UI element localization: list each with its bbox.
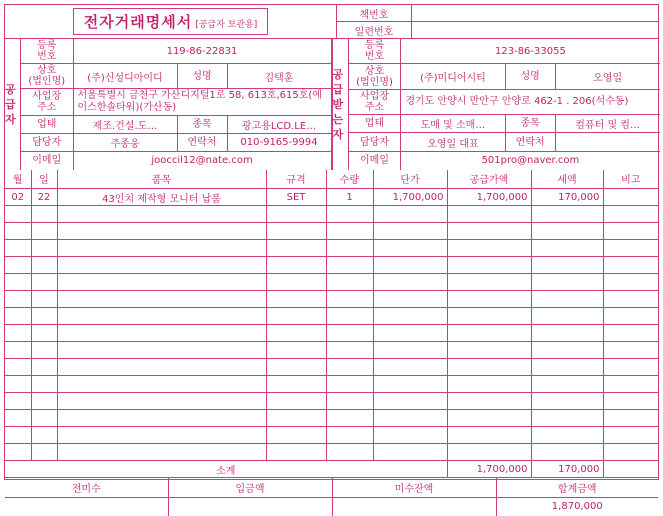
cell-empty[interactable] (326, 308, 373, 325)
cell-empty[interactable] (57, 342, 266, 359)
cell-empty[interactable] (531, 206, 603, 223)
cell-empty[interactable] (603, 325, 658, 342)
cell-empty[interactable] (447, 427, 531, 444)
balance-label: 미수잔액 (332, 478, 496, 497)
buyer-reg-label-l2: 번호 (364, 51, 385, 63)
cell-empty[interactable] (31, 444, 57, 461)
cell-day[interactable]: 22 (31, 189, 57, 206)
buyer-email-row (349, 151, 660, 169)
cell-empty[interactable] (531, 274, 603, 291)
supplier-item-label: 종목 (177, 116, 227, 134)
supplier-ceo-value[interactable]: 김택훈 (227, 64, 331, 89)
cell-empty[interactable] (5, 308, 31, 325)
supplier-biztype-label: 업태 (21, 116, 73, 134)
cell-empty[interactable] (31, 325, 57, 342)
cell-empty[interactable] (326, 257, 373, 274)
supplier-reg-label-l1: 등록 (37, 40, 57, 51)
cell-qty[interactable]: 1 (326, 189, 373, 206)
items-header-row (5, 170, 658, 189)
cell-empty[interactable] (373, 291, 447, 308)
table-row[interactable] (5, 359, 658, 376)
cell-empty[interactable] (603, 376, 658, 393)
cell-empty[interactable] (5, 427, 31, 444)
cell-empty[interactable] (531, 427, 603, 444)
table-row[interactable] (5, 444, 658, 461)
cell-empty[interactable] (531, 393, 603, 410)
buyer-item-value[interactable]: 컴퓨터 및 컴… (555, 115, 659, 133)
supplier-email-row (21, 152, 331, 170)
cell-empty[interactable] (447, 410, 531, 427)
cell-empty[interactable] (266, 223, 326, 240)
cell-empty[interactable] (447, 223, 531, 240)
cell-empty[interactable] (447, 359, 531, 376)
cell-empty[interactable] (57, 257, 266, 274)
cell-empty[interactable] (603, 427, 658, 444)
cell-supply[interactable]: 1,700,000 (447, 189, 531, 206)
col-day: 일 (31, 170, 57, 189)
page-title: 전자거래명세서 (83, 13, 193, 31)
supplier-reg-row (21, 39, 331, 64)
supplier-address-label (21, 89, 73, 116)
cell-price[interactable]: 1,700,000 (373, 189, 447, 206)
table-row[interactable] (5, 342, 658, 359)
parties-section (5, 39, 658, 170)
supplier-address-value[interactable]: 서울특별시 금천구 가산디지털1로 58, 613호,615호(에이스한솔타워)(가산동) (73, 89, 331, 116)
table-row[interactable] (5, 376, 658, 393)
table-row[interactable] (5, 291, 658, 308)
title-cell (5, 5, 337, 39)
buyer-block (333, 39, 660, 170)
table-row[interactable] (5, 257, 658, 274)
cell-empty[interactable] (531, 257, 603, 274)
buyer-reg-label-l1: 등록 (364, 40, 385, 52)
footer-label-row (5, 478, 658, 497)
cell-empty[interactable] (5, 274, 31, 291)
cell-empty[interactable] (531, 223, 603, 240)
cell-empty[interactable] (326, 240, 373, 257)
cell-empty[interactable] (447, 308, 531, 325)
buyer-address-label (349, 89, 401, 114)
cell-empty[interactable] (57, 410, 266, 427)
cell-empty[interactable] (5, 410, 31, 427)
cell-empty[interactable] (5, 325, 31, 342)
cell-empty[interactable] (31, 274, 57, 291)
prev-balance-value[interactable] (5, 497, 168, 516)
supplier-company-label-l2: (법인명) (28, 76, 66, 87)
book-number-label: 책번호 (337, 5, 412, 22)
supplier-table (21, 39, 332, 170)
buyer-biztype-value[interactable]: 도매 및 소매… (401, 115, 505, 133)
cell-empty[interactable] (31, 359, 57, 376)
cell-empty[interactable] (326, 359, 373, 376)
deposit-value[interactable] (168, 497, 332, 516)
cell-empty[interactable] (326, 342, 373, 359)
cell-empty[interactable] (373, 223, 447, 240)
buyer-contact-label: 연락처 (505, 133, 555, 151)
cell-empty[interactable] (531, 291, 603, 308)
col-note: 비고 (603, 170, 658, 189)
document-numbers (337, 5, 658, 39)
buyer-charge-value[interactable]: 오영일 대표 (401, 133, 505, 151)
cell-empty[interactable] (266, 291, 326, 308)
buyer-contact-row (349, 133, 660, 151)
cell-empty[interactable] (531, 410, 603, 427)
cell-empty[interactable] (266, 393, 326, 410)
buyer-biztype-label: 업태 (349, 115, 401, 133)
cell-empty[interactable] (31, 410, 57, 427)
supplier-email-value[interactable]: jooccil12@nate.com (73, 152, 331, 170)
cell-empty[interactable] (447, 240, 531, 257)
cell-empty[interactable] (531, 444, 603, 461)
cell-empty[interactable] (5, 240, 31, 257)
cell-empty[interactable] (57, 291, 266, 308)
cell-empty[interactable] (266, 206, 326, 223)
supplier-side-label: 공 급 자 (5, 39, 21, 170)
cell-empty[interactable] (531, 240, 603, 257)
cell-empty[interactable] (603, 240, 658, 257)
cell-empty[interactable] (326, 427, 373, 444)
cell-empty[interactable] (57, 325, 266, 342)
supplier-contact-label: 연락처 (177, 134, 227, 152)
subtotal-note (603, 461, 658, 478)
cell-empty[interactable] (266, 308, 326, 325)
cell-empty[interactable] (57, 359, 266, 376)
col-spec: 규격 (266, 170, 326, 189)
cell-empty[interactable] (326, 325, 373, 342)
cell-empty[interactable] (603, 359, 658, 376)
subtotal-supply: 1,700,000 (447, 461, 531, 478)
cell-empty[interactable] (5, 376, 31, 393)
page-subtitle: [공급자 보관용] (195, 20, 258, 30)
cell-empty[interactable] (5, 444, 31, 461)
supplier-reg-value[interactable]: 119-86-22831 (73, 39, 331, 64)
cell-empty[interactable] (326, 410, 373, 427)
table-row[interactable] (5, 410, 658, 427)
supplier-email-label: 이메일 (21, 152, 73, 170)
table-row[interactable] (5, 223, 658, 240)
col-qty: 수량 (326, 170, 373, 189)
cell-empty[interactable] (326, 393, 373, 410)
cell-empty[interactable] (57, 444, 266, 461)
cell-empty[interactable] (447, 291, 531, 308)
cell-empty[interactable] (603, 410, 658, 427)
cell-empty[interactable] (531, 359, 603, 376)
buyer-ceo-label: 성명 (505, 64, 555, 89)
cell-empty[interactable] (266, 342, 326, 359)
cell-empty[interactable] (31, 427, 57, 444)
total-label: 합계금액 (496, 478, 658, 497)
cell-empty[interactable] (31, 308, 57, 325)
supplier-company-label (21, 64, 73, 89)
buyer-table (349, 39, 660, 170)
cell-empty[interactable] (31, 206, 57, 223)
buyer-reg-label (349, 39, 401, 64)
cell-empty[interactable] (447, 342, 531, 359)
table-row[interactable] (5, 393, 658, 410)
cell-empty[interactable] (603, 444, 658, 461)
supplier-biztype-value[interactable]: 제조.건설.도… (73, 116, 177, 134)
buyer-company-label (349, 64, 401, 89)
cell-empty[interactable] (373, 206, 447, 223)
cell-empty[interactable] (57, 308, 266, 325)
supplier-company-label-l1: 상호 (37, 65, 57, 76)
buyer-contact-value[interactable] (555, 133, 659, 151)
buyer-company-row (349, 64, 660, 89)
buyer-ceo-value[interactable]: 오영일 (555, 64, 659, 89)
cell-empty[interactable] (531, 342, 603, 359)
cell-empty[interactable] (373, 393, 447, 410)
cell-empty[interactable] (5, 342, 31, 359)
cell-empty[interactable] (373, 308, 447, 325)
cell-empty[interactable] (373, 240, 447, 257)
buyer-email-value[interactable]: 501pro@naver.com (481, 155, 580, 167)
cell-empty[interactable] (603, 274, 658, 291)
cell-empty[interactable] (57, 240, 266, 257)
buyer-company-label-l1: 상호 (364, 65, 385, 77)
cell-empty[interactable] (531, 325, 603, 342)
buyer-company-value[interactable]: (주)미디어시티 (401, 64, 505, 89)
cell-empty[interactable] (447, 325, 531, 342)
cell-empty[interactable] (603, 308, 658, 325)
cell-empty[interactable] (266, 240, 326, 257)
buyer-company-label-l2: (법인명) (356, 76, 393, 88)
supplier-company-value[interactable]: (주)신성디아이디 (73, 64, 177, 89)
cell-empty[interactable] (31, 291, 57, 308)
col-name: 품목 (57, 170, 266, 189)
cell-month[interactable]: 02 (5, 189, 31, 206)
cell-empty[interactable] (57, 274, 266, 291)
buyer-reg-row (349, 39, 660, 64)
cell-empty[interactable] (266, 410, 326, 427)
table-row[interactable] (5, 189, 658, 206)
subtotal-row (5, 461, 658, 478)
cell-empty[interactable] (5, 393, 31, 410)
prev-balance-label: 전미수 (5, 478, 168, 497)
serial-number-label: 일련번호 (337, 22, 412, 39)
cell-empty[interactable] (326, 376, 373, 393)
supplier-reg-label (21, 39, 73, 64)
table-row[interactable] (5, 206, 658, 223)
cell-empty[interactable] (57, 376, 266, 393)
cell-empty[interactable] (373, 427, 447, 444)
cell-empty[interactable] (373, 342, 447, 359)
buyer-side-label: 공 급 받 는 자 (333, 39, 349, 170)
supplier-bizinfo-row (21, 116, 331, 134)
cell-empty[interactable] (603, 257, 658, 274)
supplier-item-value[interactable]: 광고용LCD.LE… (227, 116, 331, 134)
supplier-company-row (21, 64, 331, 89)
cell-empty[interactable] (57, 393, 266, 410)
cell-note[interactable] (603, 189, 658, 206)
cell-empty[interactable] (603, 393, 658, 410)
cell-empty[interactable] (5, 291, 31, 308)
cell-empty[interactable] (373, 325, 447, 342)
cell-empty[interactable] (31, 223, 57, 240)
cell-empty[interactable] (31, 342, 57, 359)
buyer-bizinfo-row (349, 115, 660, 133)
cell-empty[interactable] (57, 206, 266, 223)
cell-empty[interactable] (603, 223, 658, 240)
cell-empty[interactable] (326, 206, 373, 223)
cell-empty[interactable] (266, 359, 326, 376)
items-table (5, 170, 658, 479)
subtotal-label: 소계 (5, 461, 447, 478)
cell-empty[interactable] (447, 376, 531, 393)
col-supply: 공급가액 (447, 170, 531, 189)
serial-number-value[interactable] (412, 22, 658, 39)
cell-empty[interactable] (31, 393, 57, 410)
book-number-value[interactable] (412, 5, 658, 22)
subtotal-tax: 170,000 (531, 461, 603, 478)
cell-tax[interactable]: 170,000 (531, 189, 603, 206)
col-month: 월 (5, 170, 31, 189)
cell-empty[interactable] (266, 274, 326, 291)
cell-empty[interactable] (5, 257, 31, 274)
cell-empty[interactable] (266, 325, 326, 342)
cell-empty[interactable] (373, 274, 447, 291)
cell-empty[interactable] (447, 444, 531, 461)
cell-empty[interactable] (266, 427, 326, 444)
cell-empty[interactable] (57, 427, 266, 444)
cell-empty[interactable] (447, 393, 531, 410)
table-row[interactable] (5, 240, 658, 257)
table-row[interactable] (5, 274, 658, 291)
cell-empty[interactable] (5, 359, 31, 376)
buyer-address-value[interactable]: 경기도 안양시 만안구 안양로 462-1 . 206(석수동) (401, 89, 660, 114)
cell-name[interactable]: 43인치 제작형 모니터 납품 (57, 189, 266, 206)
total-value: 1,870,000 (551, 501, 603, 513)
book-number-row (337, 5, 658, 22)
cell-empty[interactable] (266, 444, 326, 461)
cell-empty[interactable] (326, 291, 373, 308)
balance-value[interactable] (332, 497, 496, 516)
cell-empty[interactable] (373, 444, 447, 461)
supplier-reg-label-l2: 번호 (37, 51, 57, 62)
supplier-ceo-label: 성명 (177, 64, 227, 89)
cell-empty[interactable] (447, 206, 531, 223)
cell-empty[interactable] (373, 257, 447, 274)
cell-empty[interactable] (373, 376, 447, 393)
buyer-email-label: 이메일 (349, 151, 401, 169)
document-header (5, 5, 658, 39)
cell-empty[interactable] (5, 223, 31, 240)
table-row[interactable] (5, 427, 658, 444)
cell-empty[interactable] (5, 206, 31, 223)
cell-empty[interactable] (373, 359, 447, 376)
supplier-charge-value[interactable]: 주종웅 (73, 134, 177, 152)
buyer-charge-label: 담당자 (349, 133, 401, 151)
cell-empty[interactable] (531, 376, 603, 393)
buyer-address-row (349, 89, 660, 114)
supplier-address-row (21, 89, 331, 116)
cell-empty[interactable] (603, 206, 658, 223)
deposit-label: 입금액 (168, 478, 332, 497)
cell-empty[interactable] (531, 308, 603, 325)
buyer-item-label: 종목 (505, 115, 555, 133)
cell-empty[interactable] (447, 274, 531, 291)
buyer-address-label-l1: 사업장 (360, 90, 389, 102)
cell-empty[interactable] (326, 223, 373, 240)
supplier-block (5, 39, 333, 170)
buyer-reg-value[interactable]: 123-86-33055 (401, 39, 660, 64)
cell-empty[interactable] (326, 444, 373, 461)
cell-empty[interactable] (603, 342, 658, 359)
title-box (73, 8, 269, 35)
cell-empty[interactable] (266, 257, 326, 274)
supplier-contact-row (21, 134, 331, 152)
items-body (5, 189, 658, 461)
cell-empty[interactable] (31, 257, 57, 274)
cell-empty[interactable] (31, 376, 57, 393)
cell-empty[interactable] (447, 257, 531, 274)
supplier-charge-label: 담당자 (21, 134, 73, 152)
footer-value-row (5, 497, 658, 516)
cell-empty[interactable] (326, 274, 373, 291)
serial-number-row (337, 22, 658, 39)
supplier-address-label-l2: 주소 (37, 102, 57, 113)
col-tax: 세액 (531, 170, 603, 189)
supplier-address-label-l1: 사업장 (32, 91, 62, 102)
cell-empty[interactable] (57, 223, 266, 240)
supplier-contact-value[interactable]: 010-9165-9994 (227, 134, 331, 152)
cell-empty[interactable] (266, 376, 326, 393)
col-price: 단가 (373, 170, 447, 189)
buyer-address-label-l2: 주소 (364, 101, 385, 113)
table-row[interactable] (5, 308, 658, 325)
cell-empty[interactable] (31, 240, 57, 257)
cell-spec[interactable]: SET (266, 189, 326, 206)
table-row[interactable] (5, 325, 658, 342)
document-border (4, 4, 659, 513)
cell-empty[interactable] (373, 410, 447, 427)
cell-empty[interactable] (603, 291, 658, 308)
